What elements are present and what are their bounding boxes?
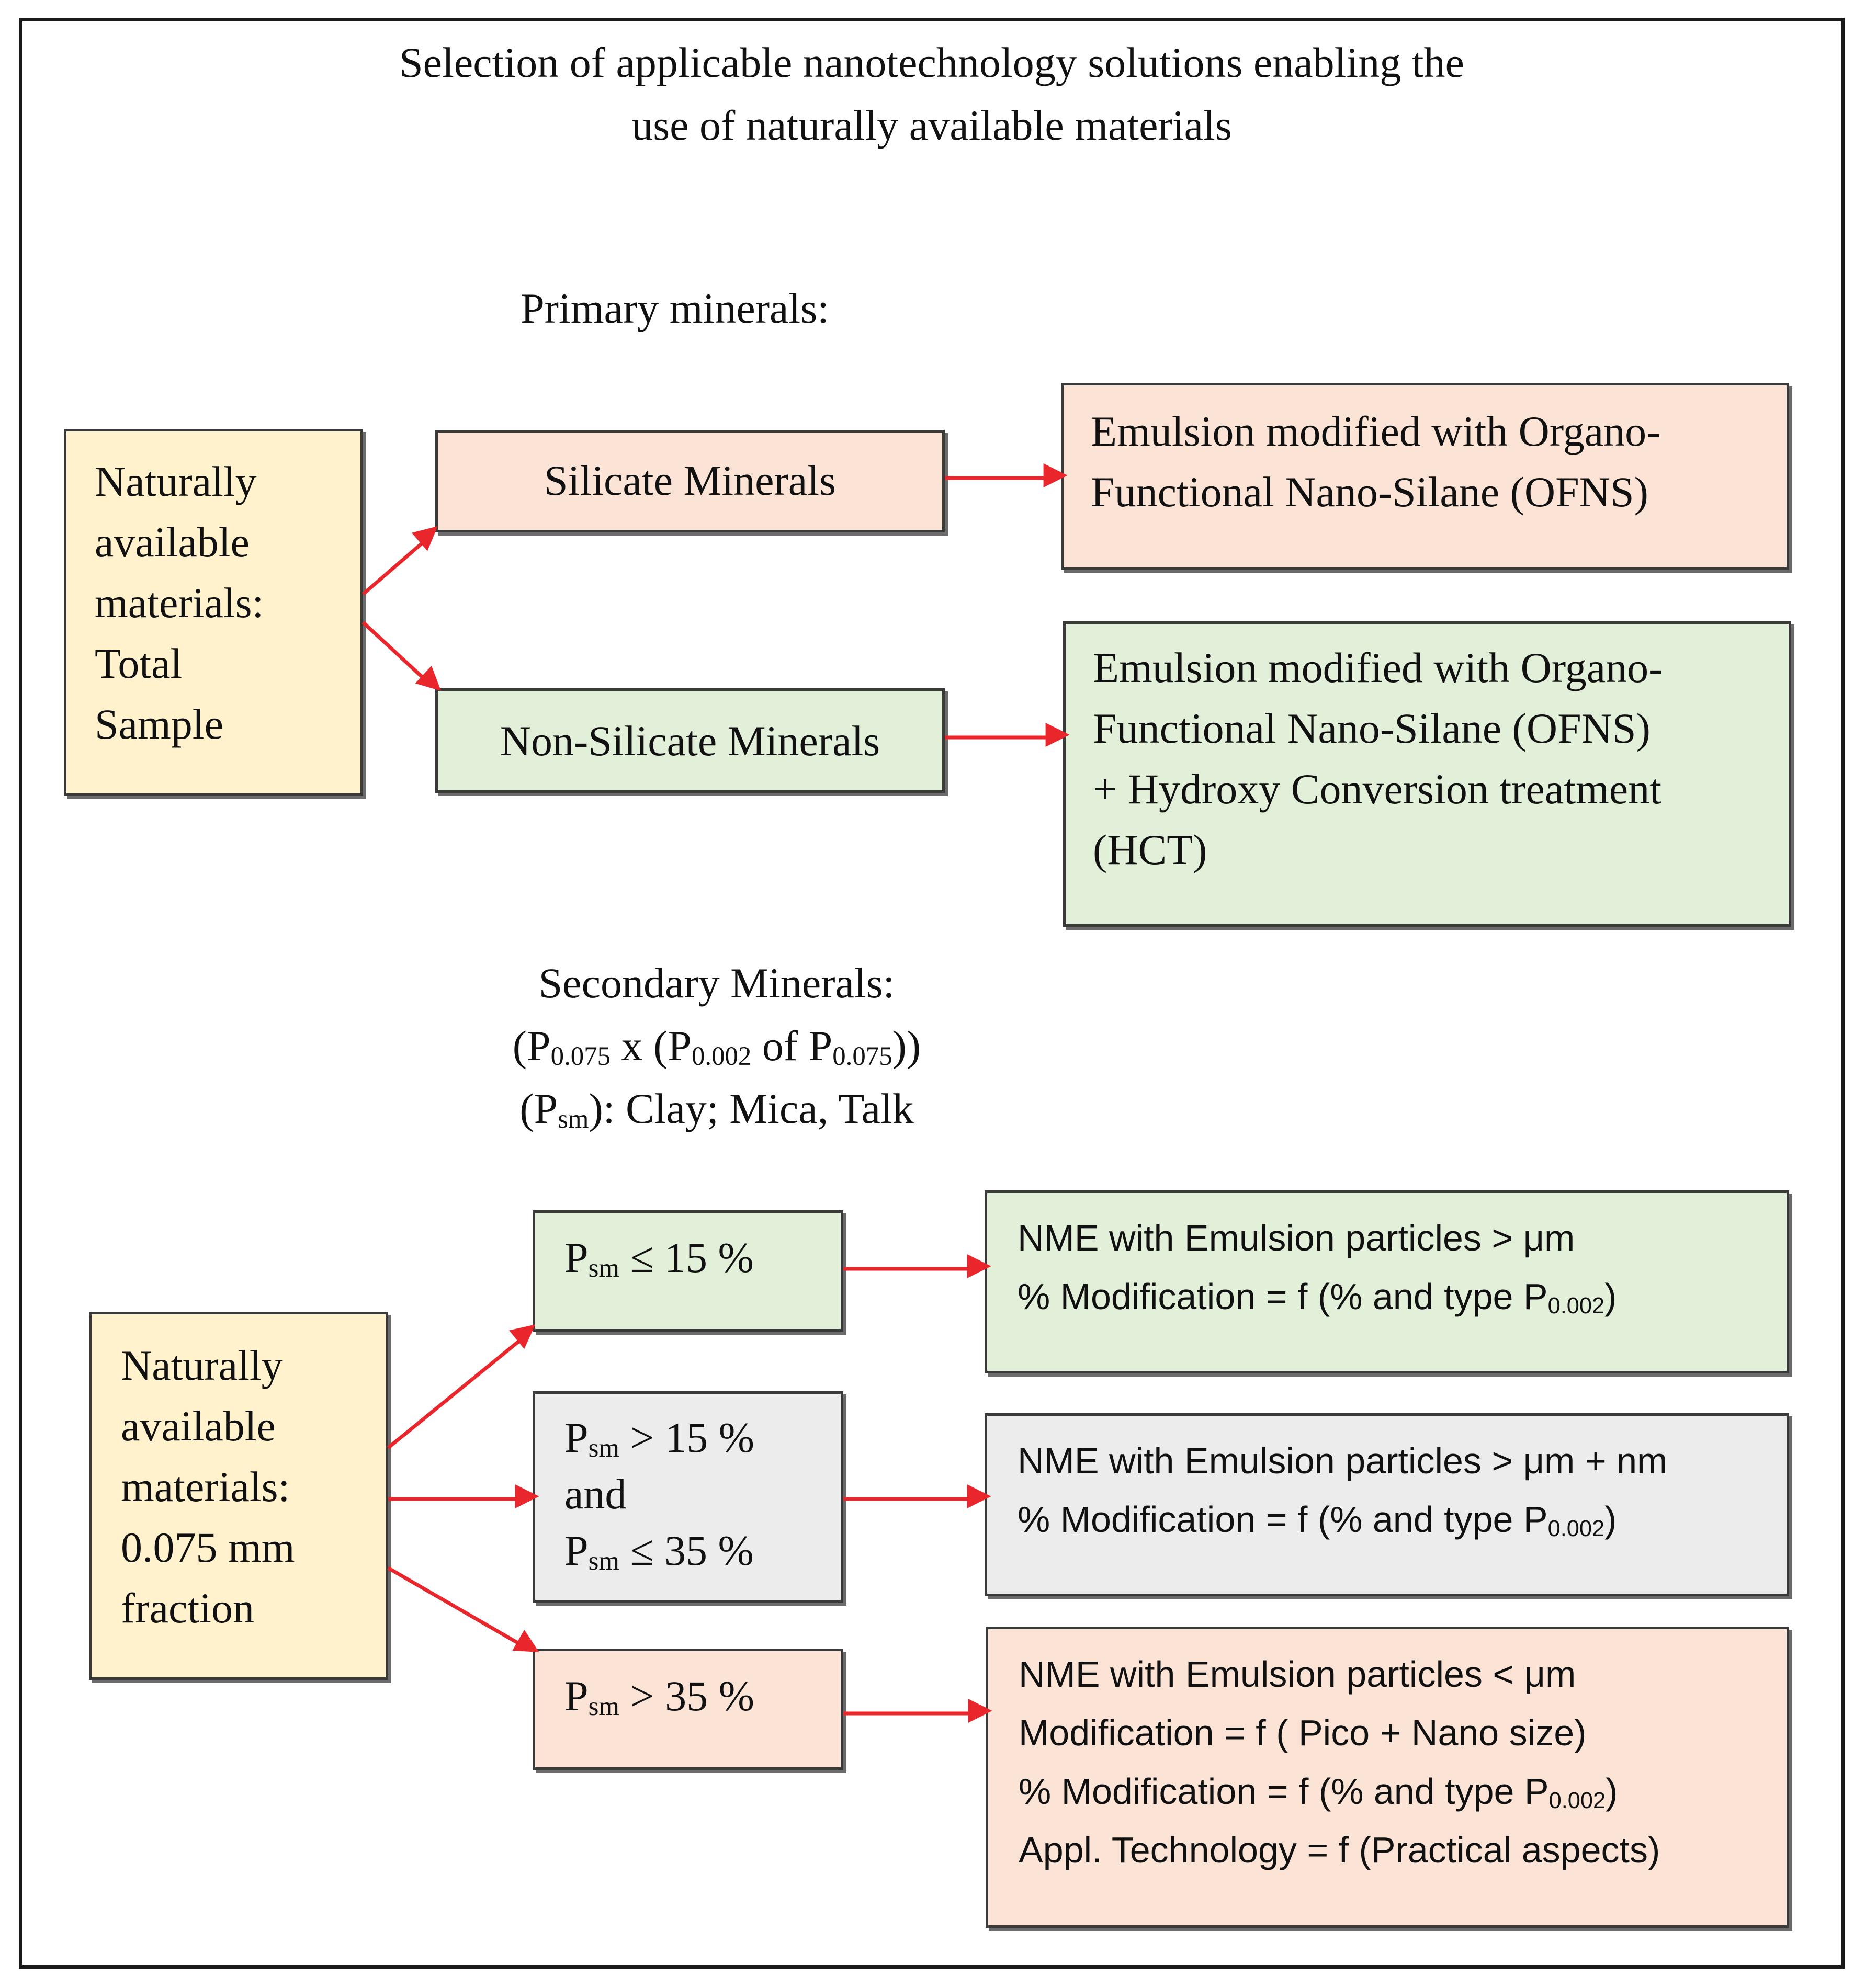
result-high-box [986,1627,1789,1928]
result-line: Functional Nano-Silane (OFNS) [1091,468,1648,516]
non-silicate-minerals-label: Non-Silicate Minerals [500,717,880,765]
subscript: 0.002 [1547,1293,1605,1319]
source-line: available [121,1402,276,1450]
subscript: sm [588,1546,619,1576]
primary-source-box [64,429,363,796]
result-mid-text [1018,1432,1667,1549]
source-line: Sample [95,700,223,748]
title-line-1: Selection of applicable nanotechnology solutions enabling the [399,39,1464,86]
heading-text: ): Clay; Mica, Talk [589,1085,914,1132]
result-line [1019,1762,1660,1821]
result-line: NME with Emulsion particles < μm [1019,1654,1576,1695]
source-line: 0.075 mm [121,1524,295,1571]
result-line: Modification = f ( Pico + Nano size) [1019,1712,1587,1753]
result-line: Functional Nano-Silane (OFNS) [1093,705,1651,752]
condition-low-box [533,1210,843,1332]
silicate-minerals-label: Silicate Minerals [544,457,836,504]
result-line [1018,1490,1667,1549]
non-silicate-result-text [1093,638,1663,880]
secondary-minerals-heading [408,952,1025,1140]
condition-text: P [564,1234,589,1281]
result-line: Emulsion modified with Organo- [1093,644,1663,691]
non-silicate-minerals-box [435,688,945,793]
secondary-heading-line-3 [408,1077,1025,1140]
subscript: sm [558,1104,589,1134]
subscript: sm [588,1691,619,1721]
condition-text: P [564,1527,589,1574]
result-text: ) [1604,1499,1617,1540]
secondary-heading-line-2 [408,1015,1025,1077]
subscript: sm [588,1433,619,1463]
condition-high-text [564,1666,754,1726]
source-line: materials: [95,579,264,627]
condition-high-box [533,1649,843,1770]
result-line: NME with Emulsion particles > μm [1018,1218,1575,1258]
source-line: Naturally [121,1342,283,1389]
source-line: materials: [121,1463,290,1510]
heading-text: )) [892,1022,921,1070]
result-low-box [985,1190,1789,1373]
condition-text: > 35 % [619,1672,754,1720]
subscript: sm [588,1253,619,1283]
secondary-heading-line-1: Secondary Minerals: [538,959,895,1007]
result-low-text [1018,1209,1617,1326]
source-line: available [95,518,250,566]
source-line: fraction [121,1584,254,1632]
result-text: % Modification = f (% and type P [1019,1771,1549,1812]
heading-text: (P [519,1085,558,1132]
primary-source-text [95,451,264,755]
condition-mid-line-3 [564,1523,754,1579]
result-line: + Hydroxy Conversion treatment [1093,765,1661,813]
result-line [1018,1267,1617,1326]
silicate-result-text [1091,401,1660,522]
condition-text: P [564,1672,589,1720]
subscript: 0.002 [1548,1788,1606,1813]
heading-text: x (P [611,1022,692,1070]
result-text: ) [1606,1771,1618,1812]
source-line: Total [95,640,183,687]
heading-text: of P [751,1022,833,1070]
result-high-text [1019,1645,1660,1879]
result-line: Emulsion modified with Organo- [1091,407,1661,455]
result-text: % Modification = f (% and type P [1018,1499,1548,1540]
result-text: % Modification = f (% and type P [1018,1276,1548,1317]
condition-mid-line-1 [564,1410,754,1466]
condition-mid-and: and [564,1470,627,1518]
non-silicate-result-box [1063,621,1791,927]
condition-mid-text [564,1410,754,1579]
diagram-title [19,31,1845,157]
result-line: (HCT) [1093,826,1207,873]
heading-text: (P [512,1022,551,1070]
secondary-source-box [89,1312,388,1680]
result-mid-box [985,1413,1789,1596]
condition-text: ≤ 35 % [619,1527,754,1574]
primary-minerals-heading: Primary minerals: [521,285,829,332]
subscript: 0.002 [691,1041,752,1071]
subscript: 0.002 [1547,1516,1605,1541]
result-line: Appl. Technology = f (Practical aspects) [1019,1830,1660,1870]
result-text: ) [1604,1276,1617,1317]
condition-low-text [564,1228,754,1288]
result-line: NME with Emulsion particles > μm + nm [1018,1440,1668,1481]
condition-text: > 15 % [619,1414,754,1461]
secondary-source-text [121,1335,295,1639]
silicate-minerals-box [435,430,945,532]
title-line-2: use of naturally available materials [631,101,1232,149]
source-line: Naturally [95,458,257,505]
condition-mid-box [533,1391,843,1603]
condition-text: ≤ 15 % [619,1234,754,1281]
condition-text: P [564,1414,589,1461]
subscript: 0.075 [832,1041,892,1071]
subscript: 0.075 [550,1041,611,1071]
silicate-result-box [1061,383,1789,570]
